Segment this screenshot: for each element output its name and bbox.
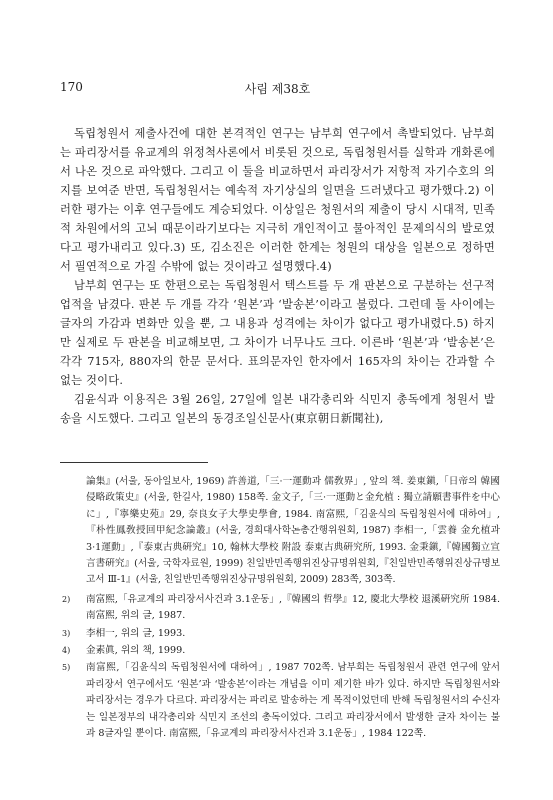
footnotes xyxy=(60,474,500,744)
page-header xyxy=(60,80,495,98)
footnote-number: 5) xyxy=(62,663,71,673)
footnote-continued: 論集』(서울, 동아일보사, 1969) 許善道,「三·一運動과 儒敎界」, 앞의 책. 姜東鎭,「日帝의 韓國侵略政策史』(서울, 한길사, 1980) 158쪽. 金文子,「三·一運動と金允植 : 獨立請願書事件を中心に」,『寧樂史苑』29, 奈良女子大學史學會, 1984. 南富熙,「김윤식의 독립청원서에 대하여」,『朴性鳳敎授回甲紀念論叢』(서울, 경희대사학논총간행위원회, 1987) 李相一,「雲養 金允植과 3·1運動」,『泰東古典硏究』10, 翰林大學校 附設 泰東古典硏究所, 1993. 金秉鎭,『韓國獨立宣言書硏究』(서울, 국학자료원, 1999) 친일반민족행위진상규명위원회,『친일반민족행위진상규명보고서 Ⅲ-1』(서울, 친일반민족행위진상규명위원회, 2009) 283쪽, 303쪽. xyxy=(86,476,500,586)
paragraph: 김윤식과 이용직은 3월 26일, 27일에 일본 내각총리와 식민지 총독에게 청원서 발송을 시도했다. 그리고 일본의 동경조일신문사(東京朝日新聞社), xyxy=(60,393,495,425)
footnote-number: 3) xyxy=(62,628,71,638)
footnote-text: 南富熙,「유교계의 파리장서사건과 3.1운동」,『韓國의 哲學』12, 慶北大學校 退溪硏究所 1984. 南富熙, 위의 글, 1987. xyxy=(86,593,500,622)
footnote-text: 李相一, 위의 글, 1993. xyxy=(86,627,186,639)
footnote xyxy=(60,592,500,625)
footnote xyxy=(60,643,500,659)
footnote xyxy=(60,660,500,742)
paragraph: 독립청원서 제출사건에 대한 본격적인 연구는 남부희 연구에서 촉발되었다. 남부희는 파리장서를 유교계의 위정척사론에서 비롯된 것으로, 독립청원서를 실학과 개화론에서 나온 것으로 파악했다. 그리고 이 둘을 비교하면서 파리장서가 저항적 자기수호의 의지를 보여준 반면, 독립청원서는 예속적 자기상실의 일면을 드러냈다고 평가했다.2) 이러한 평가는 이후 연구들에도 계승되었다. 이상일은 청원서의 제출이 당시 시대적, 민족적 차원에서의 고뇌 때문이라기보다는 지극히 개인적이고 물아적인 문제의식의 발로였다고 평가내리고 있다.3) 또, 김소진은 이러한 한계는 청원의 대상을 일본으로 정하면서 필연적으로 가질 수밖에 없는 것이라고 설명했다.4) xyxy=(60,127,495,273)
running-head: 사림 제38호 xyxy=(244,82,311,96)
body-text xyxy=(60,124,495,428)
paragraph: 남부희 연구는 또 한편으로는 독립청원서 텍스트를 두 개 판본으로 구분하는 선구적 업적을 남겼다. 판본 두 개를 각각 ‘원본’과 ‘발송본’이라고 불렀다. 그런데 둘 사이에는 글자의 가감과 변화만 있을 뿐, 그 내용과 성격에는 차이가 없다고 평가내렸다.5) 하지만 실제로 두 판본을 비교해보면, 그 차이가 너무나도 크다. 이른바 ‘원본’과 ‘발송본’은 각각 715자, 880자의 한문 문서다. 표의문자인 한자에서 165자의 차이는 간과할 수 없는 것이다. xyxy=(60,279,495,387)
footnote xyxy=(60,626,500,642)
footnote-number: 2) xyxy=(62,594,71,604)
footnote-divider xyxy=(60,462,208,463)
footnote-text: 金素眞, 위의 책, 1999. xyxy=(86,645,186,657)
footnote-number: 4) xyxy=(62,646,71,656)
footnote-text: 南富熙,「김윤식의 독립청원서에 대하여」, 1987 702쪽. 남부희는 독립청원서 관련 연구에 앞서 파리장서 연구에서도 ‘원본’과 ‘발송본’이라는 개념을 이미 제기한 바가 있다. 하지만 독립청원서와 파리장서는 경우가 다르다. 파리장서는 파리로 발송하는 게 목적이었던데 반해 독립청원서의 수신자는 일본정부의 내각총리와 식민지 조선의 총독이었다. 그리고 파리장서에서 발생한 글자 차이는 불과 8글자일 뿐이다. 南富熙,「유교계의 파리장서사건과 3.1운동」, 1984 122쪽. xyxy=(86,662,500,740)
page-number: 170 xyxy=(60,80,83,94)
